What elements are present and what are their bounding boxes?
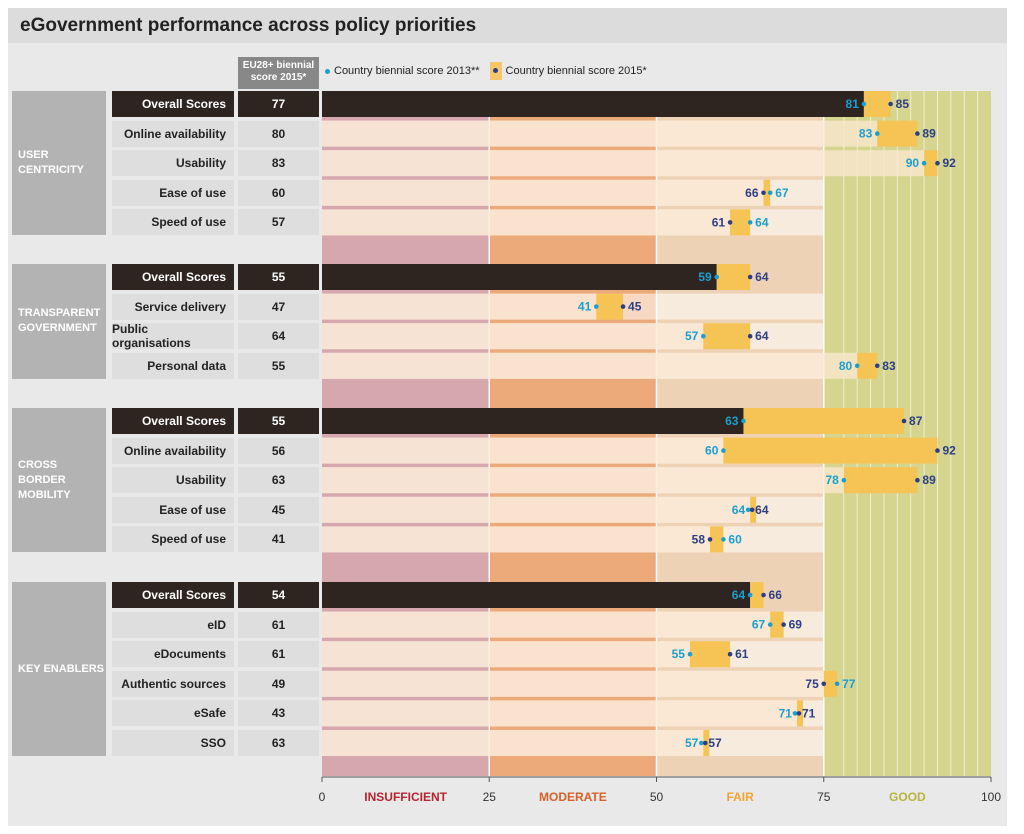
x-tick-label: 50 (649, 790, 664, 804)
label-2013: 67 (775, 185, 789, 200)
row-label: Personal data (112, 353, 234, 379)
bar-base (322, 323, 703, 349)
bar-base (322, 438, 723, 464)
row-label: Overall Scores (112, 582, 234, 608)
row-label: eID (112, 612, 234, 638)
category-transparent-government: TRANSPARENT GOVERNMENT (12, 264, 106, 379)
marker-2015 (761, 191, 766, 196)
bar-base (322, 671, 824, 697)
marker-2015 (748, 334, 753, 339)
row-label: Ease of use (112, 180, 234, 206)
label-2013: 83 (858, 126, 873, 141)
bar-change (717, 264, 750, 290)
bar-base (322, 526, 710, 552)
bar-overall-base (322, 91, 864, 117)
marker-2015 (915, 478, 920, 483)
marker-2013 (714, 275, 719, 280)
marker-2013 (835, 682, 840, 687)
row-label: Online availability (112, 121, 234, 147)
label-2013: 67 (751, 617, 766, 632)
bar-change (690, 641, 730, 667)
label-2015: 69 (788, 617, 802, 632)
category-cross-border-mobility: CROSS BORDER MOBILITY (12, 408, 106, 552)
bar-overall-base (322, 264, 717, 290)
zone-label-moderate: MODERATE (538, 790, 607, 804)
row-eu-score: 55 (238, 353, 319, 379)
marker-2015 (728, 652, 733, 657)
row-eu-score: 61 (238, 641, 319, 667)
marker-2015 (915, 131, 920, 136)
row-label: SSO (112, 730, 234, 756)
label-2013: 81 (845, 97, 859, 111)
row-label: Speed of use (112, 526, 234, 552)
label-2013: 77 (842, 676, 856, 691)
label-2013: 63 (725, 414, 739, 428)
bar-base (322, 700, 797, 726)
bar-base (322, 353, 857, 379)
x-tick-label: 25 (482, 790, 496, 804)
label-2015: 89 (922, 473, 936, 488)
label-2013: 64 (755, 215, 769, 230)
row-label: Service delivery (112, 294, 234, 320)
marker-2013 (721, 537, 726, 542)
row-eu-score: 83 (238, 150, 319, 176)
marker-2013 (793, 711, 798, 716)
bar-base (322, 209, 730, 235)
label-2015: 89 (922, 126, 936, 141)
label-2015: 58 (691, 532, 706, 547)
label-2013: 80 (838, 358, 853, 373)
row-eu-score: 63 (238, 730, 319, 756)
legend-label-2013: Country biennial score 2013** (334, 65, 480, 77)
marker-2013 (699, 741, 704, 746)
row-eu-score: 55 (238, 408, 319, 434)
row-eu-score: 57 (238, 209, 319, 235)
marker-2015 (875, 364, 880, 369)
row-label: Public organisations (112, 323, 234, 349)
label-2015: 66 (768, 588, 782, 602)
bar-base (322, 121, 877, 147)
row-eu-score: 60 (238, 180, 319, 206)
row-label: Usability (112, 150, 234, 176)
category-key-enablers: KEY ENABLERS (12, 582, 106, 756)
marker-2015 (781, 622, 786, 627)
x-tick-label: 75 (817, 790, 831, 804)
label-2015: 83 (882, 358, 896, 373)
label-2015: 92 (942, 443, 956, 458)
eu-score-column-header: EU28+ biennial score 2015* (238, 57, 319, 89)
marker-2013 (748, 593, 753, 598)
chart-title: eGovernment performance across policy priorities (20, 15, 477, 36)
label-2015: 85 (895, 97, 910, 111)
label-2015: 87 (909, 414, 923, 428)
marker-2015 (935, 161, 940, 166)
marker-2013 (862, 102, 867, 107)
label-2015: 61 (735, 647, 749, 662)
marker-2015 (902, 419, 907, 424)
label-2015: 75 (805, 676, 819, 691)
zone-label-insufficient: INSUFFICIENT (364, 790, 447, 804)
label-2015: 64 (755, 270, 769, 284)
marker-2013 (746, 508, 751, 513)
bar-base (322, 467, 844, 493)
label-2013: 71 (778, 706, 792, 721)
marker-2015 (748, 275, 753, 280)
row-eu-score: 63 (238, 467, 319, 493)
marker-2015 (750, 508, 755, 513)
label-2015: 92 (942, 156, 956, 171)
bar-base (322, 612, 770, 638)
row-label: Speed of use (112, 209, 234, 235)
x-tick-label: 0 (318, 790, 326, 804)
bar-change (877, 121, 917, 147)
label-2013: 64 (731, 588, 746, 602)
label-2013: 60 (728, 532, 742, 547)
bar-change (844, 467, 918, 493)
row-eu-score: 43 (238, 700, 319, 726)
marker-2015 (761, 593, 766, 598)
label-2015: 61 (711, 215, 726, 230)
zone-label-good: GOOD (889, 790, 926, 804)
bar-base (322, 150, 924, 176)
row-label: Overall Scores (112, 408, 234, 434)
marker-2015 (728, 220, 733, 225)
marker-2013 (768, 622, 773, 627)
row-eu-score: 80 (238, 121, 319, 147)
label-2013: 57 (684, 329, 699, 344)
bar-base (322, 641, 690, 667)
bar-change (703, 323, 750, 349)
label-2013: 90 (905, 156, 920, 171)
bar-change (743, 408, 904, 434)
row-eu-score: 49 (238, 671, 319, 697)
row-eu-score: 64 (238, 323, 319, 349)
marker-2013 (721, 448, 726, 453)
bar-base (322, 497, 750, 523)
bar-change (864, 91, 891, 117)
row-label: eDocuments (112, 641, 234, 667)
marker-2013 (922, 161, 927, 166)
marker-2013 (855, 364, 860, 369)
label-2013: 59 (698, 270, 712, 284)
row-label: eSafe (112, 700, 234, 726)
bar-overall-base (322, 408, 743, 434)
label-2015: 66 (745, 185, 759, 200)
row-label: Overall Scores (112, 91, 234, 117)
row-eu-score: 77 (238, 91, 319, 117)
marker-2015 (935, 448, 940, 453)
bar-change (857, 353, 877, 379)
marker-2015 (797, 711, 802, 716)
marker-2013 (741, 419, 746, 424)
row-label: Online availability (112, 438, 234, 464)
row-eu-score: 45 (238, 497, 319, 523)
bar-overall-base (322, 582, 750, 608)
legend-label-2015: Country biennial score 2015* (505, 65, 647, 77)
bar-base (322, 294, 596, 320)
row-label: Usability (112, 467, 234, 493)
row-eu-score: 61 (238, 612, 319, 638)
row-eu-score: 47 (238, 294, 319, 320)
row-eu-score: 54 (238, 582, 319, 608)
label-2013: 57 (684, 736, 699, 750)
label-2015: 57 (708, 736, 722, 750)
row-label: Authentic sources (112, 671, 234, 697)
label-2015: 71 (801, 706, 816, 721)
label-2013: 60 (705, 443, 719, 458)
marker-2015 (621, 304, 626, 309)
label-2015: 45 (628, 299, 642, 314)
row-eu-score: 41 (238, 526, 319, 552)
label-2013: 78 (825, 473, 839, 488)
category-user-centricity: USER CENTRICITY (12, 91, 106, 235)
x-tick-label: 100 (980, 790, 1002, 804)
zone-label-fair: FAIR (726, 790, 754, 804)
marker-2015 (821, 682, 826, 687)
label-2013: 64 (731, 502, 746, 517)
bar-base (322, 180, 764, 206)
bar-change (730, 209, 750, 235)
marker-2013 (594, 304, 599, 309)
marker-2013 (768, 191, 773, 196)
label-2015: 64 (755, 502, 769, 517)
bar-change (596, 294, 623, 320)
marker-2013 (701, 334, 706, 339)
row-eu-score: 56 (238, 438, 319, 464)
marker-2015 (708, 537, 713, 542)
label-2013: 41 (577, 299, 592, 314)
row-label: Overall Scores (112, 264, 234, 290)
marker-2013 (688, 652, 693, 657)
bar-base (322, 730, 703, 756)
marker-2015 (703, 741, 708, 746)
marker-2013 (842, 478, 847, 483)
marker-2013 (748, 220, 753, 225)
label-2013: 55 (671, 647, 685, 662)
marker-2013 (875, 131, 880, 136)
marker-2015 (888, 102, 893, 107)
bar-change (723, 438, 937, 464)
row-eu-score: 55 (238, 264, 319, 290)
label-2015: 64 (755, 329, 769, 344)
row-label: Ease of use (112, 497, 234, 523)
